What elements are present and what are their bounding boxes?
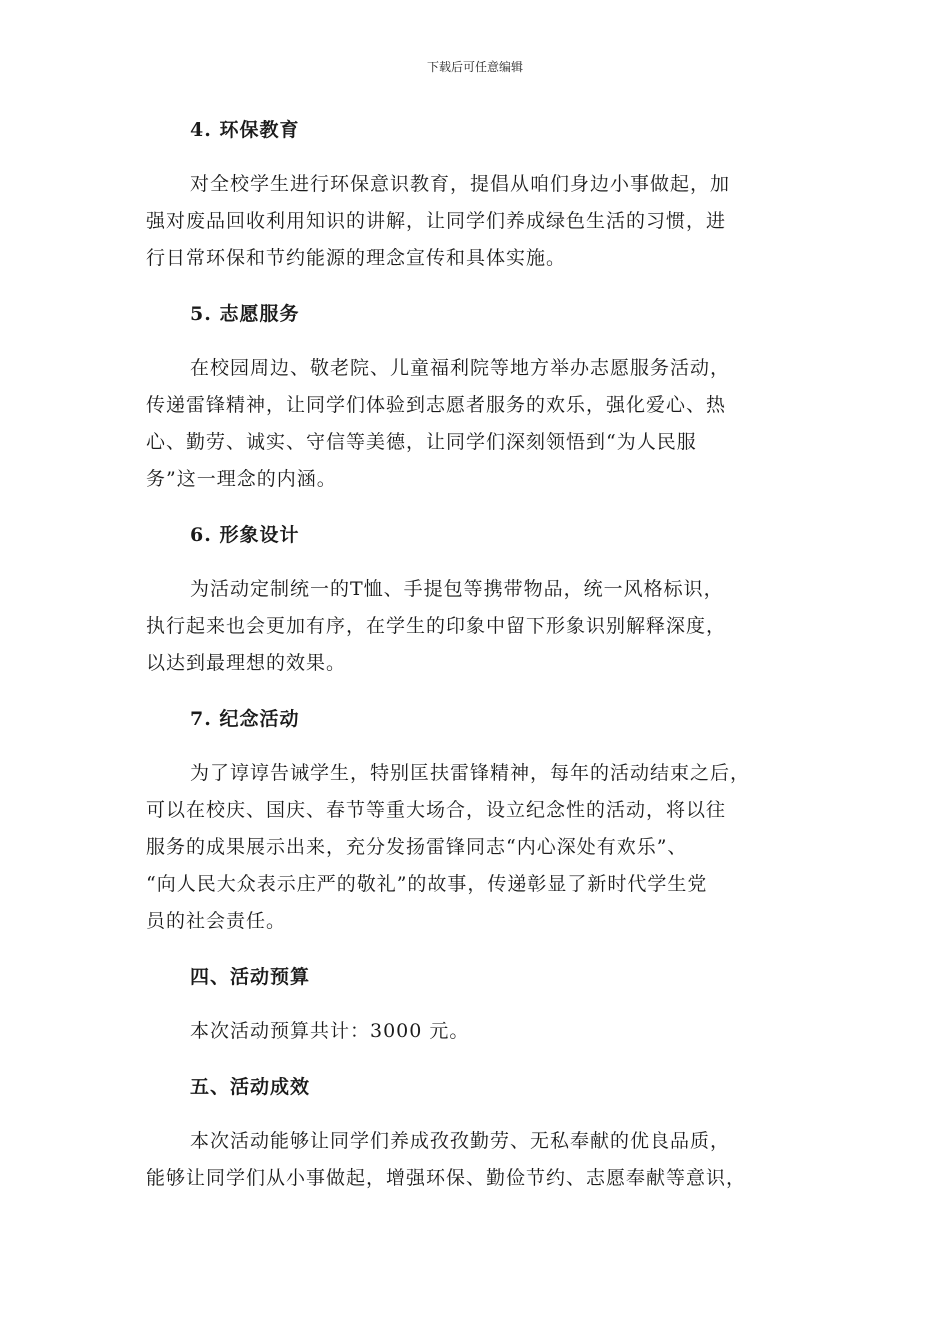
- paragraph-line: 本次活动能够让同学们养成孜孜勤劳、无私奉献的优良品质，: [190, 1130, 731, 1152]
- section-activity-budget: [146, 959, 806, 1069]
- paragraph-line: 对全校学生进行环保意识教育，提倡从咱们身边小事做起，加: [190, 173, 731, 195]
- paragraph-line: 在校园周边、敬老院、儿童福利院等地方举办志愿服务活动，: [190, 357, 731, 379]
- paragraph-line: 行日常环保和节约能源的理念宣传和具体实施。: [146, 247, 567, 269]
- paragraph-line: “向人民大众表示庄严的敬礼”的故事，传递彰显了新时代学生党: [146, 873, 708, 895]
- section-paragraph: [146, 166, 806, 277]
- paragraph-line: 执行起来也会更加有序，在学生的印象中留下形象识别解释深度，: [146, 615, 727, 637]
- paragraph-line: 务”这一理念的内涵。: [146, 468, 337, 490]
- document-body: [146, 112, 806, 1197]
- section-image-design: [146, 517, 806, 701]
- paragraph-line: 服务的成果展示出来，充分发扬雷锋同志“内心深处有欢乐”、: [146, 836, 688, 858]
- section-environmental-education: [146, 112, 806, 296]
- paragraph-line: 传递雷锋精神，让同学们体验到志愿者服务的欢乐，强化爱心、热: [146, 394, 727, 416]
- section-heading: 7. 纪念活动: [190, 708, 300, 730]
- paragraph-line: 为活动定制统一的T恤、手提包等携带物品，统一风格标识，: [190, 578, 724, 600]
- paragraph-line: 以达到最理想的效果。: [146, 652, 347, 674]
- section-heading: 5. 志愿服务: [190, 303, 300, 325]
- section-heading: 6. 形象设计: [190, 524, 300, 546]
- section-paragraph: [146, 571, 806, 682]
- section-paragraph: [146, 1013, 806, 1050]
- paragraph-line: 心、勤劳、诚实、守信等美德，让同学们深刻领悟到“为人民服: [146, 431, 697, 453]
- section-volunteer-service: [146, 296, 806, 517]
- section-heading: 四、活动预算: [190, 966, 311, 988]
- paragraph-line: 本次活动预算共计：3000 元。: [190, 1020, 470, 1042]
- paragraph-line: 为了谆谆告诫学生，特别匡扶雷锋精神，每年的活动结束之后，: [190, 762, 751, 784]
- section-commemorative-activities: [146, 701, 806, 959]
- section-heading: 4. 环保教育: [190, 119, 300, 141]
- section-heading: 五、活动成效: [190, 1076, 311, 1098]
- section-paragraph: [146, 1123, 806, 1197]
- paragraph-line: 强对废品回收利用知识的讲解，让同学们养成绿色生活的习惯，进: [146, 210, 727, 232]
- section-paragraph: [146, 755, 806, 940]
- paragraph-line: 能够让同学们从小事做起，增强环保、勤俭节约、志愿奉献等意识，: [146, 1167, 747, 1189]
- section-activity-results: [146, 1069, 806, 1197]
- header-note: 下载后可任意编辑: [426, 60, 523, 74]
- section-paragraph: [146, 350, 806, 498]
- paragraph-line: 可以在校庆、国庆、春节等重大场合，设立纪念性的活动，将以往: [146, 799, 727, 821]
- paragraph-line: 员的社会责任。: [146, 910, 287, 932]
